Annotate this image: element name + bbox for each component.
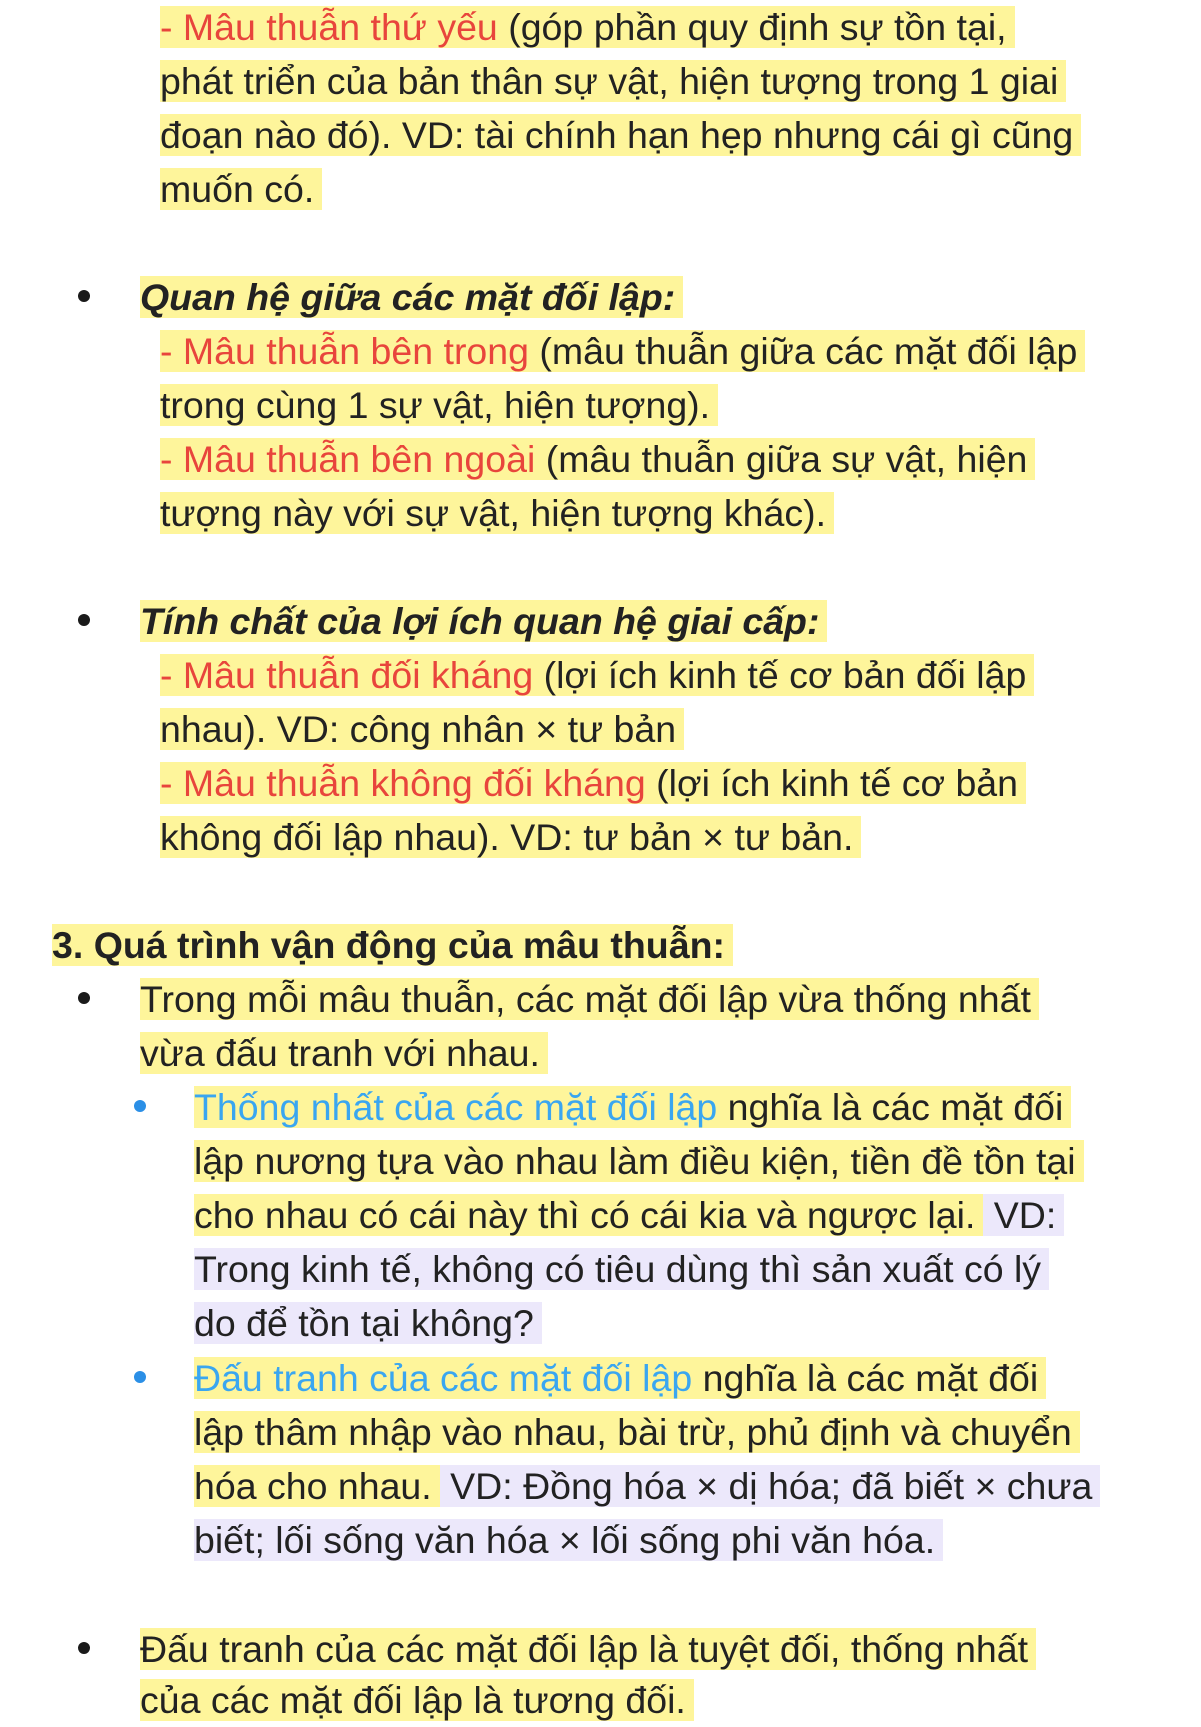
doi-khang-term: - Mâu thuẫn đối kháng bbox=[160, 654, 534, 696]
ben-ngoai-text-2: tượng này với sự vật, hiện tượng khác). bbox=[160, 492, 834, 534]
quan-he-heading-line bbox=[140, 270, 683, 324]
intro-line-2 bbox=[140, 1026, 548, 1080]
thong-nhat-line-2 bbox=[194, 1134, 1084, 1188]
thu-yeu-line-3 bbox=[160, 108, 1081, 162]
thu-yeu-line-1 bbox=[160, 0, 1015, 54]
doi-khang-text-1: (lợi ích kinh tế cơ bản đối lập bbox=[533, 654, 1027, 696]
dau-tranh-line-2 bbox=[194, 1405, 1080, 1459]
thu-yeu-text-2: phát triển của bản thân sự vật, hiện tượng trong 1 giai bbox=[160, 60, 1066, 102]
dau-tranh-line-4 bbox=[194, 1513, 943, 1567]
thong-nhat-line-1 bbox=[194, 1080, 1071, 1134]
intro-text-2: vừa đấu tranh với nhau. bbox=[140, 1032, 548, 1074]
ben-ngoai-line-2 bbox=[160, 486, 834, 540]
khong-doi-khang-line-1 bbox=[160, 756, 1026, 810]
thong-nhat-line-3 bbox=[194, 1188, 1064, 1242]
ben-trong-line-1 bbox=[160, 324, 1085, 378]
doi-khang-text-2: nhau). VD: công nhân × tư bản bbox=[160, 708, 684, 750]
thu-yeu-line-4 bbox=[160, 162, 322, 216]
ben-ngoai-term: - Mâu thuẫn bên ngoài bbox=[160, 438, 536, 480]
thong-nhat-text-1: nghĩa là các mặt đối bbox=[717, 1086, 1064, 1128]
thong-nhat-example-1: VD: bbox=[983, 1194, 1064, 1236]
ket-luan-line-1 bbox=[140, 1622, 1036, 1676]
thong-nhat-text-3: cho nhau có cái này thì có cái kia và ngược lại. bbox=[194, 1194, 983, 1236]
thu-yeu-line-2 bbox=[160, 54, 1066, 108]
dau-tranh-text-3: hóa cho nhau. bbox=[194, 1465, 440, 1507]
dau-tranh-term: Đấu tranh của các mặt đối lập bbox=[194, 1357, 693, 1399]
khong-doi-khang-text-2: không đối lập nhau). VD: tư bản × tư bản. bbox=[160, 816, 861, 858]
dau-tranh-example-2: biết; lối sống văn hóa × lối sống phi văn hóa. bbox=[194, 1519, 943, 1561]
khong-doi-khang-line-2 bbox=[160, 810, 861, 864]
ket-luan-text-1: Đấu tranh của các mặt đối lập là tuyệt đối, thống nhất bbox=[140, 1628, 1036, 1670]
thu-yeu-text-4: muốn có. bbox=[160, 168, 322, 210]
bullet-intro bbox=[78, 992, 90, 1004]
khong-doi-khang-term: - Mâu thuẫn không đối kháng bbox=[160, 762, 646, 804]
ben-trong-text-1: (mâu thuẫn giữa các mặt đối lập bbox=[529, 330, 1078, 372]
dau-tranh-line-1 bbox=[194, 1351, 1046, 1405]
ket-luan-line-2 bbox=[140, 1673, 694, 1727]
intro-text-1: Trong mỗi mâu thuẫn, các mặt đối lập vừa thống nhất bbox=[140, 978, 1039, 1020]
ket-luan-text-2: của các mặt đối lập là tương đối. bbox=[140, 1679, 694, 1721]
ben-ngoai-text-1: (mâu thuẫn giữa sự vật, hiện bbox=[535, 438, 1028, 480]
dau-tranh-example-1: VD: Đồng hóa × dị hóa; đã biết × chưa bbox=[440, 1465, 1101, 1507]
doi-khang-line-2 bbox=[160, 702, 684, 756]
ben-ngoai-line-1 bbox=[160, 432, 1035, 486]
bullet-ket-luan bbox=[78, 1642, 90, 1654]
thong-nhat-example-3: do để tồn tại không? bbox=[194, 1302, 542, 1344]
thong-nhat-line-4 bbox=[194, 1242, 1049, 1296]
intro-line-1 bbox=[140, 972, 1039, 1026]
bullet-quan-he bbox=[78, 290, 90, 302]
ben-trong-term: - Mâu thuẫn bên trong bbox=[160, 330, 529, 372]
thong-nhat-term: Thống nhất của các mặt đối lập bbox=[194, 1086, 718, 1128]
thong-nhat-example-2: Trong kinh tế, không có tiêu dùng thì sản xuất có lý bbox=[194, 1248, 1049, 1290]
bullet-dau-tranh bbox=[134, 1371, 146, 1383]
section-3-title-line bbox=[52, 918, 733, 972]
ben-trong-line-2 bbox=[160, 378, 718, 432]
dau-tranh-line-3 bbox=[194, 1459, 1100, 1513]
thu-yeu-term: - Mâu thuẫn thứ yếu bbox=[160, 6, 498, 48]
quan-he-heading: Quan hệ giữa các mặt đối lập: bbox=[140, 276, 683, 318]
thu-yeu-text-3: đoạn nào đó). VD: tài chính hạn hẹp nhưng cái gì cũng bbox=[160, 114, 1081, 156]
tinh-chat-heading-line bbox=[140, 594, 827, 648]
tinh-chat-heading: Tính chất của lợi ích quan hệ giai cấp: bbox=[140, 600, 827, 642]
ben-trong-text-2: trong cùng 1 sự vật, hiện tượng). bbox=[160, 384, 718, 426]
bullet-tinh-chat bbox=[78, 614, 90, 626]
thong-nhat-text-2: lập nương tựa vào nhau làm điều kiện, tiền đề tồn tại bbox=[194, 1140, 1084, 1182]
dau-tranh-text-1: nghĩa là các mặt đối bbox=[692, 1357, 1039, 1399]
thong-nhat-line-5 bbox=[194, 1296, 542, 1350]
section-3-title: 3. Quá trình vận động của mâu thuẫn: bbox=[52, 924, 733, 966]
doi-khang-line-1 bbox=[160, 648, 1034, 702]
thu-yeu-text-1: (góp phần quy định sự tồn tại, bbox=[497, 6, 1007, 48]
bullet-thong-nhat bbox=[134, 1100, 146, 1112]
khong-doi-khang-text-1: (lợi ích kinh tế cơ bản bbox=[645, 762, 1019, 804]
dau-tranh-text-2: lập thâm nhập vào nhau, bài trừ, phủ định và chuyển bbox=[194, 1411, 1080, 1453]
